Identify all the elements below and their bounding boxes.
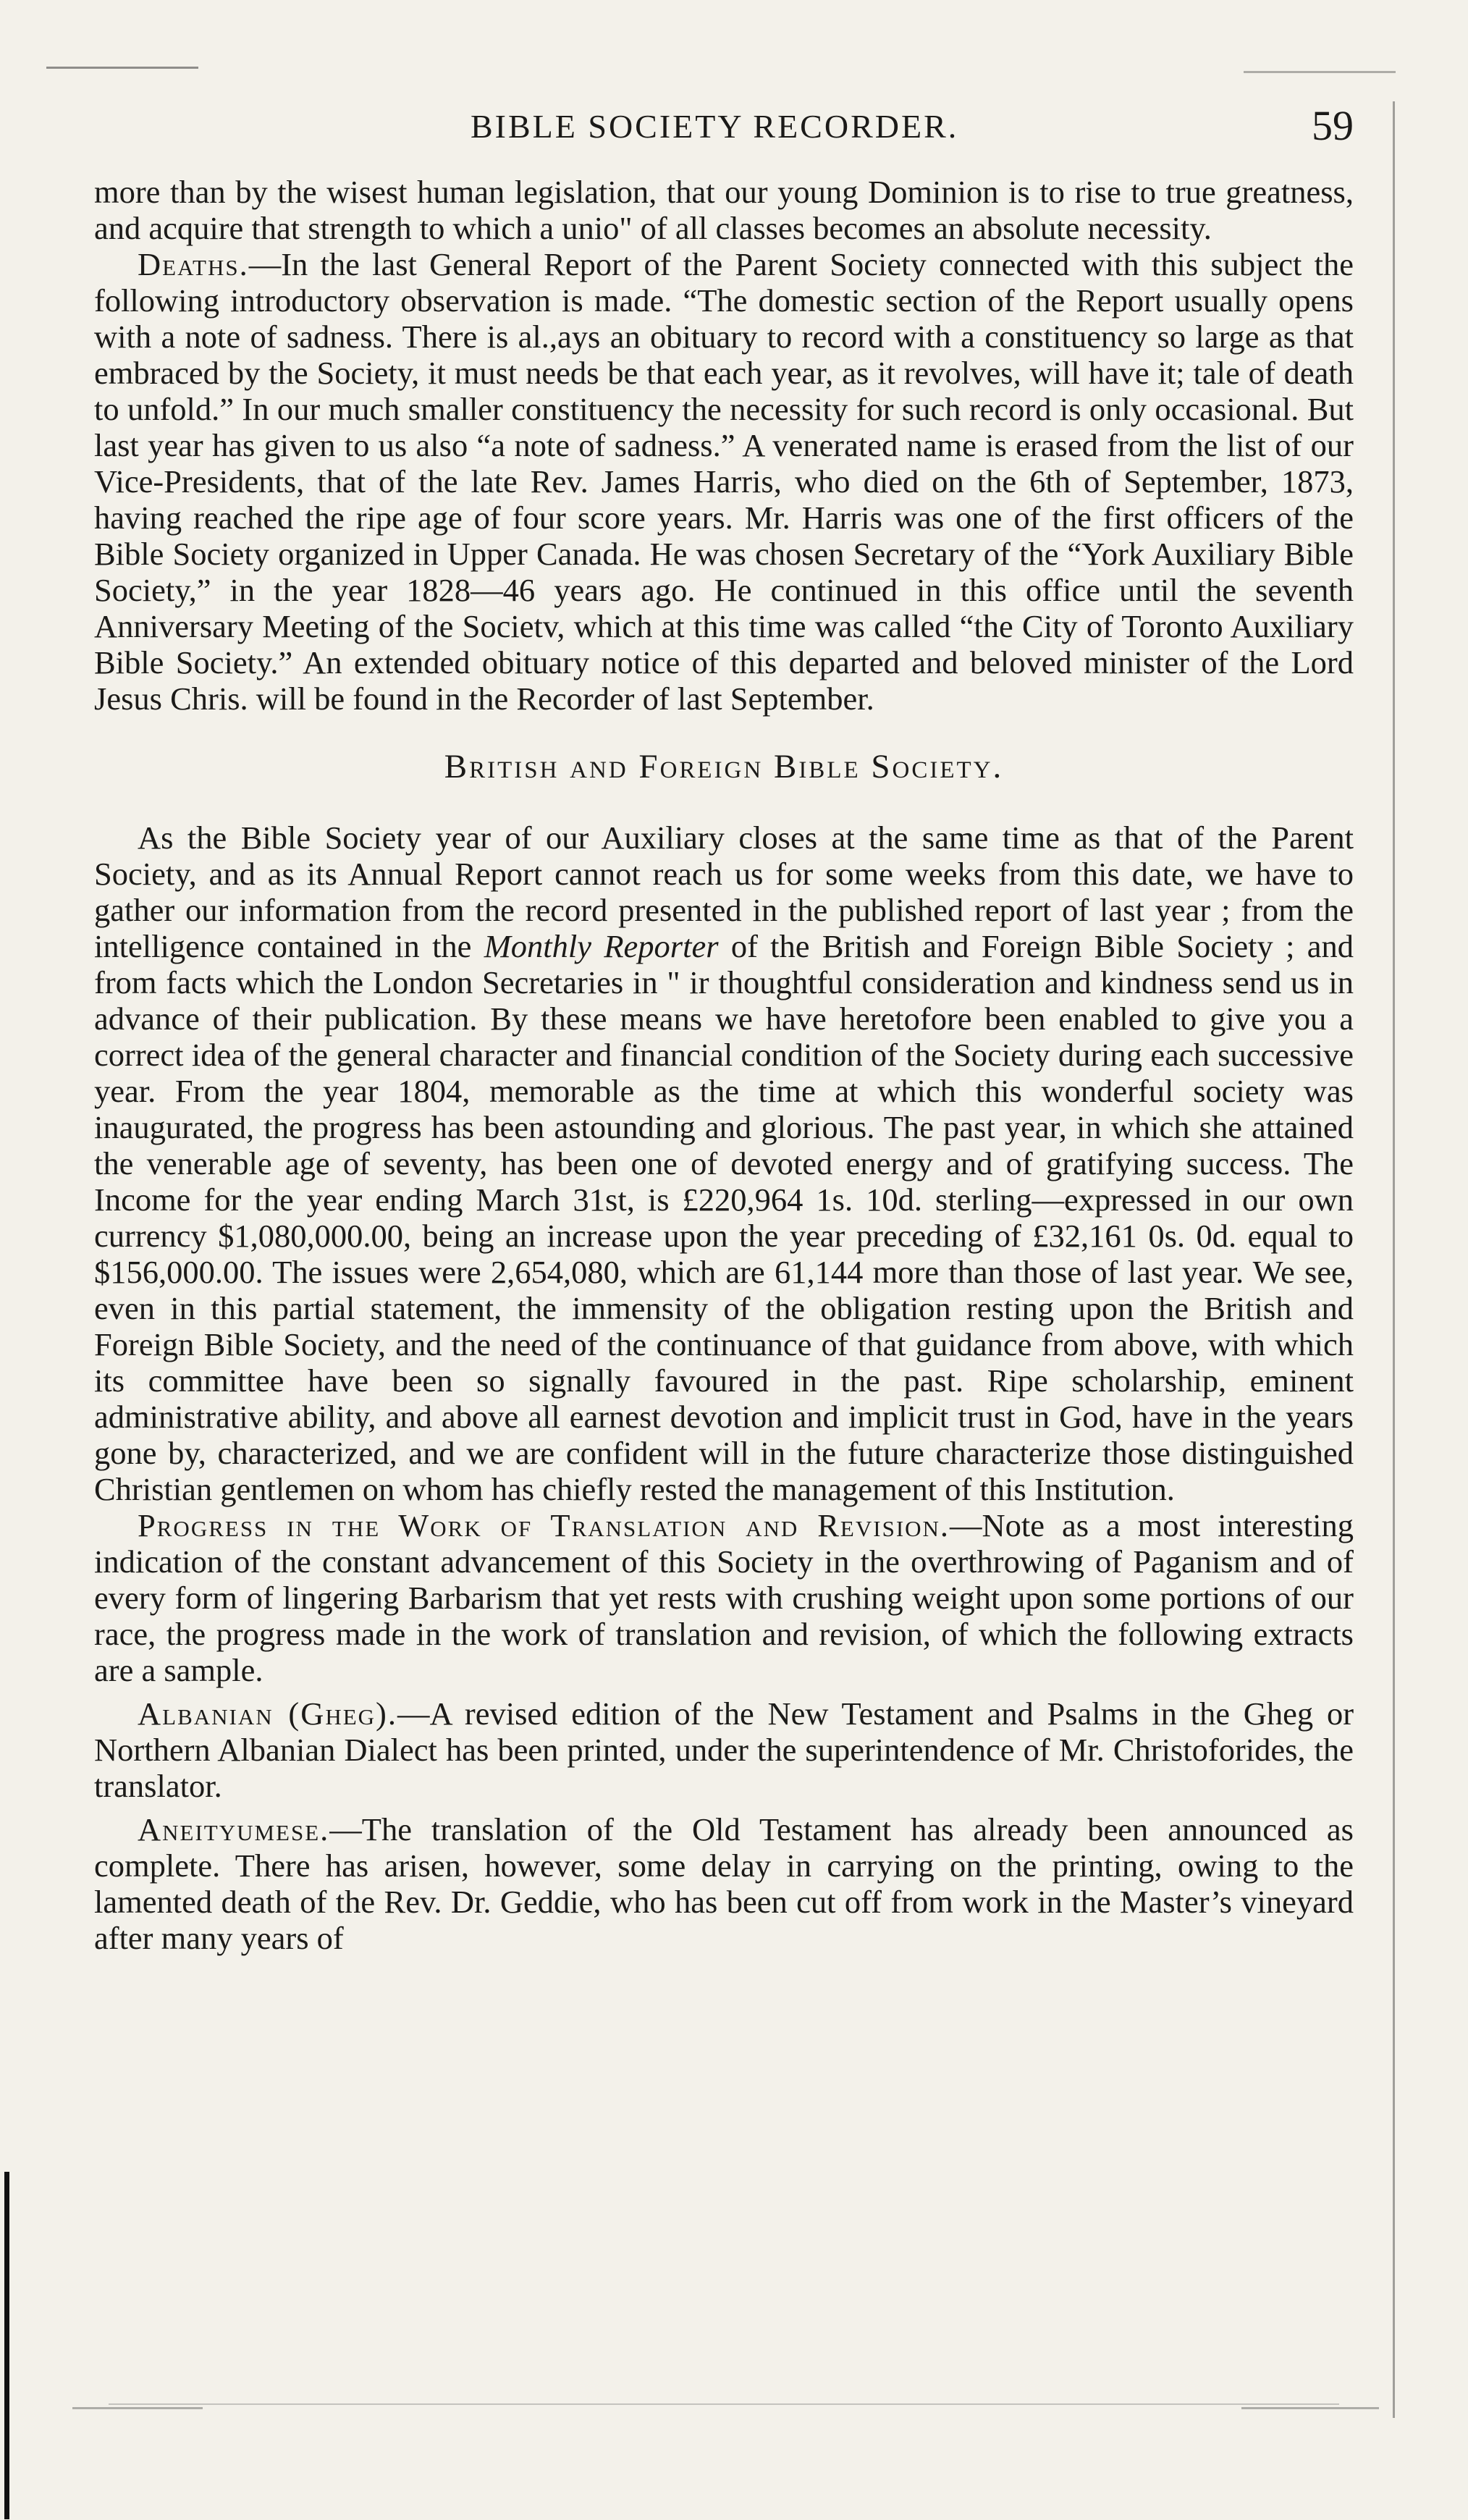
bfbs-text-end: of the British and Foreign Bible Society ; and from facts which the London Secretaries in " ir thoughtful consideration and kindness send us in advance of their publication. By these means we have heretofore been enabled to give you a correct idea of the general character and financial condition of the Society during each successive year. From the year 1804, memorable as the time at which this wonderful society was inaugurated, the progress has been astounding and glorious. The past year, in which she attained the venerable age of seventy, has been one of devoted energy and of gratifying success. The Income for the year ending March 31st, is £220,964 1s. 10d. sterling—expressed in our own currency $1,080,000.00, being an increase upon the year preceding of £32,161 0s. 0d. equal to $156,000.00. The issues were 2,654,080, which are 61,144 more than those of last year. We see, even in this partial statement, the immensity of the obligation resting upon the British and Foreign Bible Society, and the need of the continuance of that guidance from above, with which its committee have been so signally favoured in the past. Ripe scholarship, eminent administrative ability, and above all earnest devotion and implicit trust in God, have in the years gone by, characterized, and we are confident will in the future characterize those distinguished Christian gentlemen on whom has chiefly rested the management of this Institution. [94,928,1354,1507]
aneityumese-heading: Aneityumese. [138,1811,330,1847]
running-head: BIBLE SOCIETY RECORDER. [471,108,959,145]
albanian-heading: Albanian (Gheg). [138,1695,397,1732]
paragraph-gap [94,1688,1354,1695]
page-text [94,174,1354,1956]
bfbs-text-start: As the Bible Society year of our Auxiliary closes at the same time as that of the Parent Society, and as its Annual Report cannot reach us for some weeks from this date, we have to gather our information from the record presented in the published report of last year ; from the intelligence contained in the [94,819,1354,964]
deaths-heading: Deaths. [138,246,249,282]
scan-mark-top-right [1244,71,1396,73]
translation-paragraph [94,1507,1354,1688]
translation-heading: Progress in the Work of Translation and Revision. [138,1507,950,1543]
scan-mark-top-left [46,67,198,69]
aneityumese-text: —The translation of the Old Testament has already been announced as complete. There has arisen, however, some delay in carrying on the printing, owing to the lamented death of the Rev. Dr. Geddie, who has been cut off from work in the Master’s vineyard after many years of [94,1811,1354,1956]
paragraph-gap-2 [94,1804,1354,1811]
section-title: British and Foreign Bible Society. [444,748,1004,785]
deaths-text: —In the last General Report of the Parent Society connected with this subject the following introductory observation is made. “The domestic section of the Report usually opens with a note of sadness. There is al.,ays an obituary to record with a constituency so large as that embraced by the Society, it must needs be that each year, as it revolves, will have it; tale of death to unfold.” In our much smaller constituency the necessity for such record is only occasional. But last year has given to us also “a note of sadness.” A venerated name is erased from the list of our Vice-Presidents, that of the late Rev. James Harris, who died on the 6th of September, 1873, having reached the ripe age of four score years. Mr. Harris was one of the first officers of the Bible Society organized in Upper Canada. He was chosen Secretary of the “York Auxiliary Bible Society,” in the year 1828—46 years ago. He continued in this office until the seventh Anniversary Meeting of the Societv, which at this time was called “the City of Toronto Auxiliary Bible Society.” An extended obituary notice of this departed and beloved minister of the Lord Jesus Chris. will be found in the Recorder of last September. [94,246,1354,717]
opening-paragraph: more than by the wisest human legislation, that our young Dominion is to rise to true greatness, and acquire that strength to which a unio" of all classes becomes an absolute necessity. [94,174,1354,246]
deaths-paragraph [94,246,1354,717]
footer-rule [109,2403,1339,2405]
bfbs-paragraph [94,819,1354,1507]
albanian-paragraph [94,1695,1354,1804]
aneityumese-paragraph [94,1811,1354,1956]
albanian-text: —A revised edition of the New Testament and Psalms in the Gheg or Northern Albanian Dialect has been printed, under the superintendence of Mr. Christoforides, the translator. [94,1695,1354,1804]
translation-text: —Note as a most interesting indication of the constant advancement of this Society in the overthrowing of Paganism and of every form of lingering Barbarism that yet rests with crushing weight upon some portions of our race, the progress made in the work of translation and revision, of which the following extracts are a sample. [94,1507,1354,1688]
left-edge-shadow [4,2172,9,2519]
book-page [94,87,1368,2476]
right-margin-rule [1393,101,1395,2418]
monthly-reporter-title: Monthly Reporter [484,928,719,964]
page-header [94,87,1368,174]
page-number: 59 [1312,102,1354,149]
